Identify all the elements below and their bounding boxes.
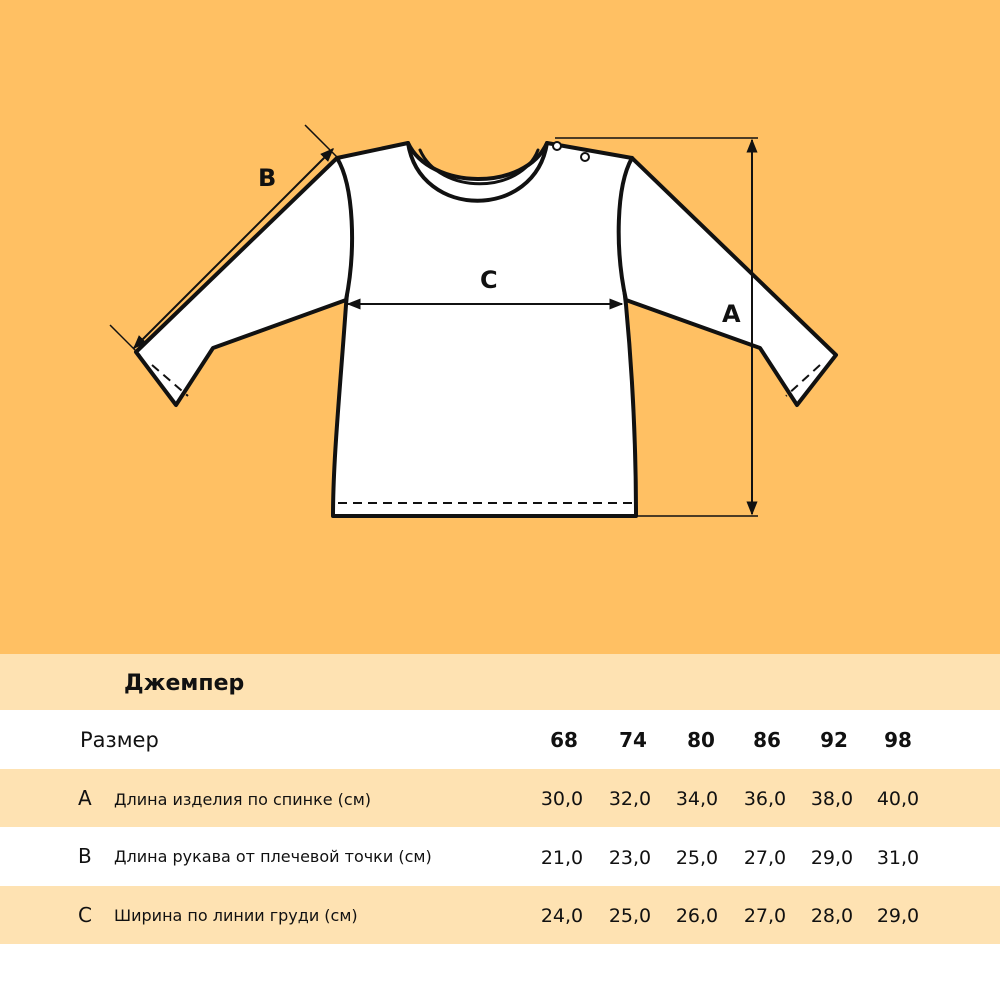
row-code: C bbox=[78, 903, 92, 927]
left-sleeve bbox=[136, 158, 352, 405]
row-value: 21,0 bbox=[540, 847, 584, 869]
table-row bbox=[0, 769, 1000, 827]
measure-a-label: A bbox=[722, 300, 741, 328]
row-value: 28,0 bbox=[810, 905, 854, 927]
size-column-header: 92 bbox=[820, 728, 848, 752]
measure-c-label: C bbox=[480, 266, 498, 294]
table-header-row bbox=[0, 710, 1000, 769]
table-title: Джемпер bbox=[124, 671, 245, 696]
row-value: 23,0 bbox=[608, 847, 652, 869]
row-description: Ширина по линии груди (см) bbox=[114, 906, 358, 925]
row-value: 29,0 bbox=[876, 905, 920, 927]
row-value: 34,0 bbox=[675, 788, 719, 810]
row-code: A bbox=[78, 786, 92, 810]
row-value: 32,0 bbox=[608, 788, 652, 810]
row-value: 30,0 bbox=[540, 788, 584, 810]
size-column-header: 74 bbox=[619, 728, 647, 752]
row-value: 25,0 bbox=[675, 847, 719, 869]
snap-button bbox=[581, 153, 589, 161]
table-row bbox=[0, 886, 1000, 944]
table-title-row bbox=[0, 654, 1000, 710]
size-column-header: 86 bbox=[753, 728, 781, 752]
size-column-header: 80 bbox=[687, 728, 715, 752]
right-sleeve bbox=[619, 158, 836, 405]
row-value: 36,0 bbox=[743, 788, 787, 810]
measure-b-label: B bbox=[258, 164, 277, 192]
row-value: 29,0 bbox=[810, 847, 854, 869]
row-value: 31,0 bbox=[876, 847, 920, 869]
row-value: 24,0 bbox=[540, 905, 584, 927]
table-row bbox=[0, 827, 1000, 886]
size-column-header: 68 bbox=[550, 728, 578, 752]
row-value: 26,0 bbox=[675, 905, 719, 927]
row-code: B bbox=[78, 844, 92, 868]
row-value: 27,0 bbox=[743, 847, 787, 869]
row-value: 27,0 bbox=[743, 905, 787, 927]
size-table bbox=[0, 654, 1000, 1000]
size-column-header: 98 bbox=[884, 728, 912, 752]
size-header-label: Размер bbox=[80, 728, 159, 752]
row-value: 25,0 bbox=[608, 905, 652, 927]
row-value: 40,0 bbox=[876, 788, 920, 810]
snap-button bbox=[553, 142, 561, 150]
row-description: Длина изделия по спинке (см) bbox=[114, 790, 372, 809]
row-value: 38,0 bbox=[810, 788, 854, 810]
row-description: Длина рукава от плечевой точки (см) bbox=[114, 847, 432, 866]
